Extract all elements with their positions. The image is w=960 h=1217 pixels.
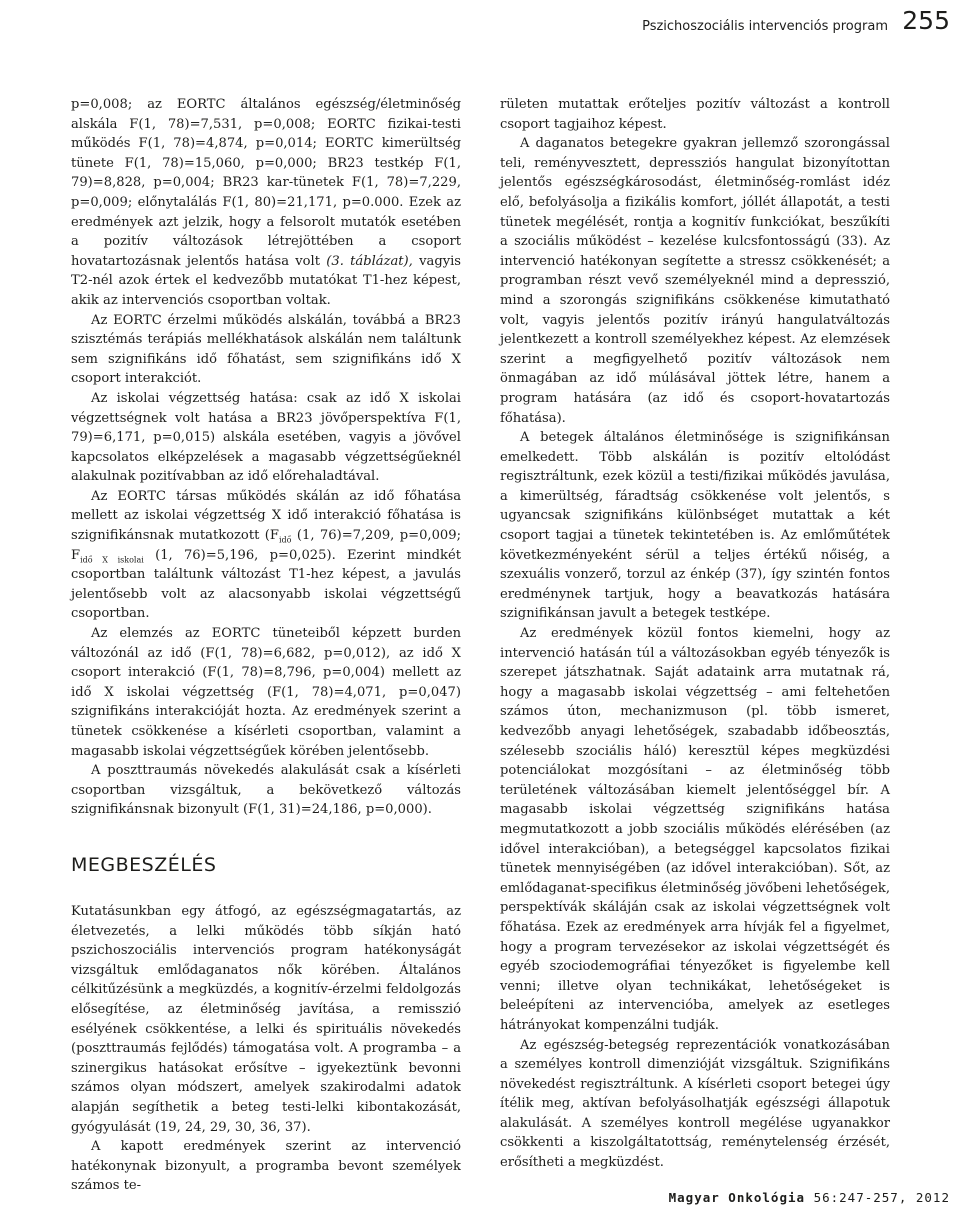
paragraph: Kutatásunkban egy átfogó, az egészségmagatartás, az életvezetés, a lelki működés több síkján ható pszichoszociális intervenciós program hatékonyságát vizsgáltuk emlődaganatos nők körében. Általános célkitűzésünk a megküzdés, a kognitív-érzelmi feldolgozás elősegítése, az életminőség javítása, a remisszió esélyének csökkentése, a lelki és spirituális növekedés (poszttraumás fejlődés) támogatása volt. A programba – a szinergikus hatásokat erősítve – igyekeztünk bevonni számos olyan módszert, amelyek szakirodalmi adatok alapján segíthetik a beteg testi-lelki kibontakozását, gyógyulását (19, 24, 29, 30, 36, 37).: [71, 903, 461, 1135]
paragraph: p=0,008; az EORTC általános egészség/életminőség alskála F(1, 78)=7,531, p=0,008; EORTC fizikai-testi működés F(1, 78)=4,874, p=0,014; EORTC kimerültség tünete F(1, 78)=15,060, p=0,000; BR23 testkép F(1, 79)=8,828, p=0,004; BR23 kar-tünetek F(1, 78)=7,229, p=0,009; előnytalálás F(1, 80)=21,171, p=0.000. Ezek az eredmények azt jelzik, hogy a felsorolt mutatók esetében a pozitív változások létrejöttében a csoport hovatartozásnak jelentős hatása volt (3. táblázat), vagyis T2-nél azok értek el kedvezőbb mutatókat T1-hez képest, akik az intervenciós csoportban voltak.: [71, 97, 462, 308]
journal-citation: 56:247-257, 2012: [813, 1190, 950, 1205]
paragraph: rületen mutattak erőteljes pozitív változást a kontroll csoport tagjaihoz képest.: [500, 97, 890, 132]
paragraph: Az elemzés az EORTC tüneteiből képzett burden változónál az idő (F(1, 78)=6,682, p=0,012), az idő X csoport interakció (F(1, 78)=8,796, p=0,004) mellett az idő X iskolai végzettség (F(1, 78)=4,071, p=0,047) szignifikáns interakcióját hozta. Az eredmények szerint a tünetek csökkenése a kísérleti csoportban, valamint a magasabb iskolai végzettségűek körében jelentősebb.: [71, 626, 461, 759]
paragraph: Az egészség-betegség reprezentációk vonatkozásában a személyes kontroll dimenzióját vizsgáltuk. Szignifikáns növekedést regisztráltunk. A kísérleti csoport betegei úgy ítélik meg, aktívan befolyásolhatják egészségi állapotuk alakulását. A személyes kontroll megélése ugyanakkor csökkenti a kiszolgáltatottság, reménytelenség érzését, erősítheti a megküzdést.: [500, 1037, 890, 1171]
paragraph: A kapott eredmények szerint az intervenció hatékonynak bizonyult, a programba bevont személyek számos te-: [71, 1139, 461, 1194]
paragraph: A poszttraumás növekedés alakulását csak a kísérleti csoportban vizsgáltuk, a bekövetkező változás szignifikánsnak bizonyult (F(1, 31)=24,186, p=0,000).: [71, 763, 461, 818]
paragraph: A betegek általános életminősége is szignifikánsan emelkedett. Több alskálán is pozitív eltolódást regisztráltunk, ezek közül a testi/fizikai működés javulása, a kimerültség, fáradtság csökkenése volt jelentős, s ugyancsak szignifikáns különbséget mutattak a két csoport tagjai a tünetek tekintetében is. Az emlőműtétek következményeként sérül a teljes értékű nőiség, a szexuális vonzerő, torzul az énkép (37), így szintén fontos eredménynek tartjuk, hogy a beavatkozás hatására szignifikánsan javult a betegek testképe.: [500, 430, 890, 622]
paragraph: Az iskolai végzettség hatása: csak az idő X iskolai végzettségnek volt hatása a BR23 jövőperspektíva F(1, 79)=6,171, p=0,015) alskála esetében, vagyis a jövővel kapcsolatos elképzelések a magasabb végzettségűeknél alakulnak pozitívabban az idő előrehaladtával.: [71, 390, 461, 485]
right-column: [500, 95, 890, 1173]
paragraph: Az eredmények közül fontos kiemelni, hogy az intervenció hatásán túl a változásokban egyéb tényezők is szerepet játszhatnak. Saját adataink arra mutatnak rá, hogy a magasabb iskolai végzettség – ami feltehetően számos úton, mechanizmuson (pl. több ismeret, kedvezőbb anyagi lehetőségek, szabadabb időbeosztás, szélesebb szociális háló) keresztül képes megküzdési potenciálokat mozgósítani – az életminőség több területének változásában kiemelt jelentőséggel bír. A magasabb iskolai végzettség szignifikáns hatása megmutatkozott a jobb szociális működés elérésében (az idővel interakcióban), a betegséggel kapcsolatos fizikai tünetek mennyiségében (az idővel interakcióban). Sőt, az emlődaganat-specifikus életminőség jövőbeni lehetőségek, perspektívák skáláján csak az iskolai végzettségnek volt főhatása. Ezek az eredmények arra hívják fel a figyelmet, hogy a program tervezésekor az iskolai végzettségét és egyéb szociodemográfiai tényezőket is figyelembe kell venni; illetve olyan technikákat, lehetőségeket is beleépíteni az intervencióba, amelyek az esetleges hátrányokat kompenzálni tudják.: [500, 626, 890, 1033]
left-column: [71, 95, 461, 1196]
journal-footer: [669, 1190, 950, 1205]
journal-name: Magyar Onkológia: [668, 1190, 806, 1205]
paragraph: Az EORTC társas működés skálán az idő főhatása mellett az iskolai végzettség X idő interakció főhatása is szignifikánsnak mutatkozott ($F_{idő}$ (1, 76)=7,209, p=0,009; $F_{idő X iskolai}$ (1, 76)=5,196, p=0,025). Ezerint mindkét csoportban találtunk változást T1-hez képest, a javulás jelentősebb volt az alacsonyabb iskolai végzettségű csoportban.: [71, 488, 461, 622]
page-header: [0, 0, 960, 58]
page-number: 255: [902, 6, 950, 35]
paragraph: Az EORTC érzelmi működés alskálán, továbbá a BR23 szisztémás terápiás mellékhatások alskálán nem találtunk sem szignifikáns idő főhatást, sem szignifikáns idő X csoport interakciót.: [71, 312, 461, 387]
section-heading: MEGBESZÉLÉS: [71, 853, 217, 876]
paragraph: A daganatos betegekre gyakran jellemző szorongással teli, reményvesztett, depressziós hangulat bizonyítottan jelentős egészségkárosodást, életminőség-romlást idéz elő, befolyásolja a fizikális komfort, jóllét állapotát, a testi tünetek megélését, rontja a kognitív funkciókat, beszűkíti a szociális működést – kezelése kulcsfontosságú (33). Az intervenció hatékonyan segítette a stressz csökkenését; a programban részt vevő személyeknél mind a depresszió, mind a szorongás szignifikáns csökkenése kimutatható volt, vagyis jelentős pozitív irányú hangulatváltozás jelentkezett a kontroll személyekhez képest. Az elemzések szerint a megfigyelhető pozitív változások nem önmagában az idő múlásával jöttek létre, hanem a program hatására (az idő és csoport-hovatartozás főhatása).: [500, 136, 890, 426]
table-reference: (3. táblázat),: [326, 253, 413, 269]
running-title: Pszichoszociális intervenciós program: [642, 19, 888, 34]
